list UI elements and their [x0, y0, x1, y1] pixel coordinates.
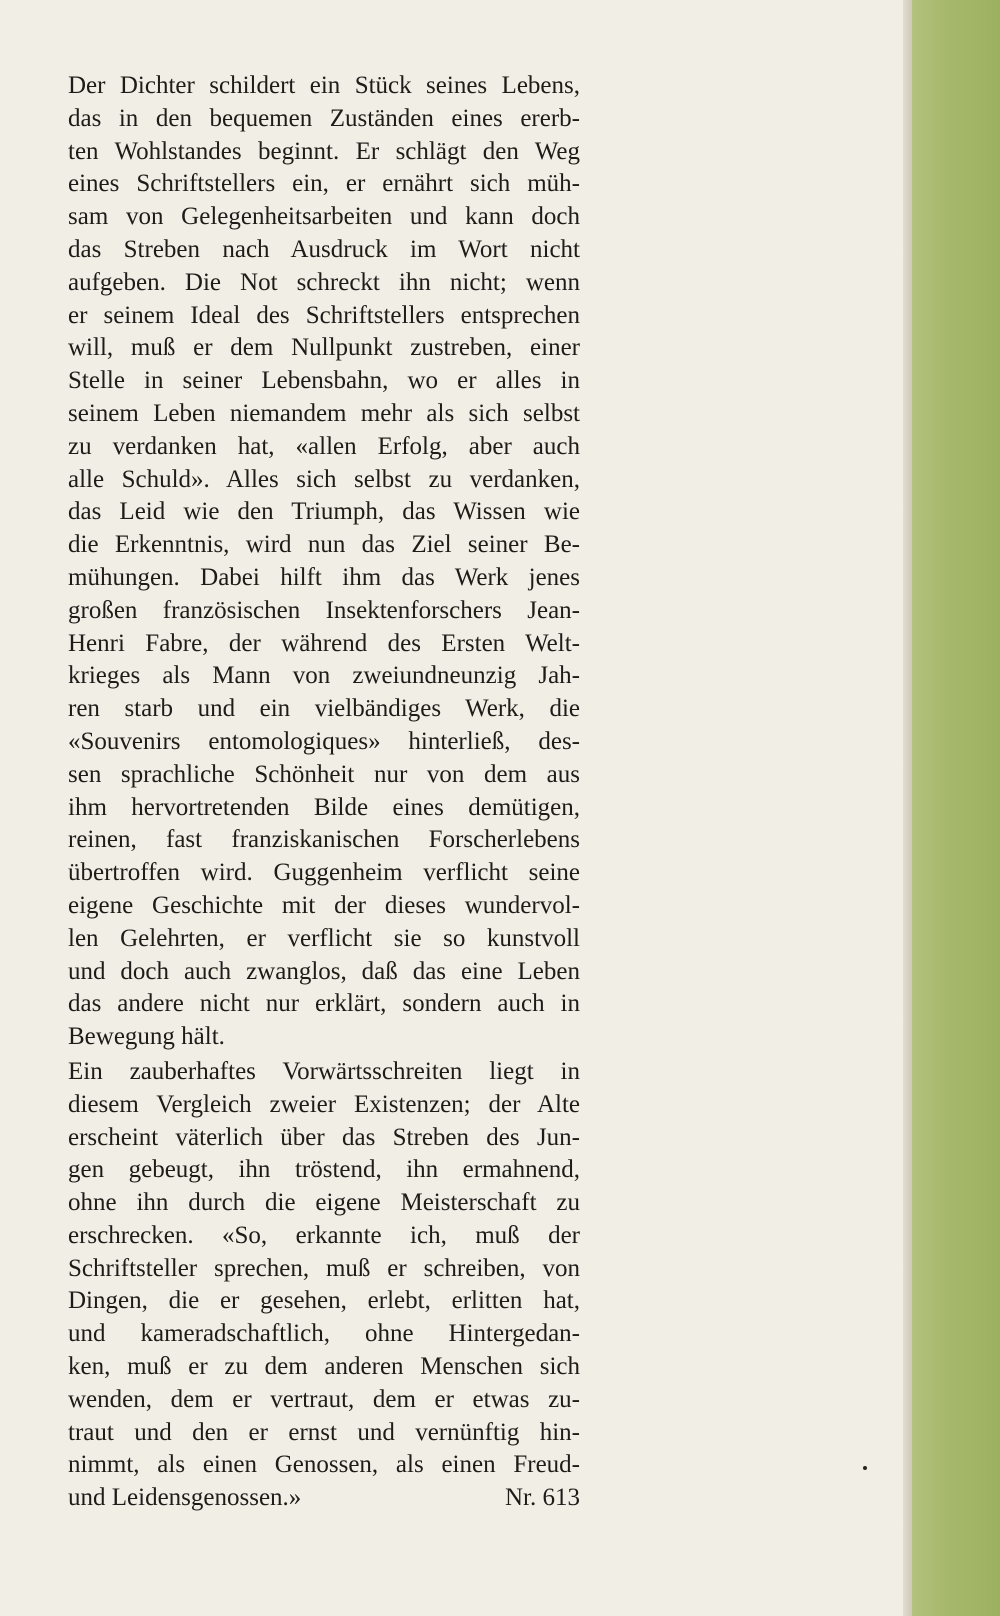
text-line: will, muß er dem Nullpunkt zustreben, einer: [68, 334, 580, 362]
text-line: Dingen, die er gesehen, erlebt, erlitten hat,: [68, 1287, 580, 1315]
text-line: Stelle in seiner Lebensbahn, wo er alles in: [68, 367, 580, 395]
text-line: das in den bequemen Zuständen eines ererb-: [68, 104, 580, 132]
text-line: diesem Vergleich zweier Existenzen; der Alte: [68, 1090, 580, 1118]
text-line: zu verdanken hat, «allen Erfolg, aber auch: [68, 432, 580, 460]
text-line: sen sprachliche Schönheit nur von dem aus: [68, 760, 580, 788]
paragraph: [68, 70, 580, 1054]
text-line: großen französischen Insektenforschers Jean-: [68, 596, 580, 624]
text-line: wenden, dem er vertraut, dem er etwas zu-: [68, 1385, 580, 1413]
closing-text: und Leidensgenossen.»: [68, 1484, 302, 1512]
text-line: ihm hervortretenden Bilde eines demütigen,: [68, 793, 580, 821]
text-line: Bewegung hält.: [68, 1023, 225, 1051]
text-line: mühungen. Dabei hilft ihm das Werk jenes: [68, 563, 580, 591]
text-line: das andere nicht nur erklärt, sondern auch in: [68, 990, 580, 1018]
text-line: nimmt, als einen Genossen, als einen Freud-: [68, 1451, 580, 1479]
cover-edge: [903, 0, 912, 1616]
text-line: erschrecken. «So, erkannte ich, muß der: [68, 1221, 580, 1249]
text-line: Der Dichter schildert ein Stück seines Lebens,: [68, 72, 580, 99]
text-line: erscheint väterlich über das Streben des Jun-: [68, 1123, 580, 1151]
text-line: aufgeben. Die Not schreckt ihn nicht; wenn: [68, 268, 580, 296]
text-line: alle Schuld». Alles sich selbst zu verdanken,: [68, 465, 580, 493]
text-line: das Streben nach Ausdruck im Wort nicht: [68, 235, 580, 263]
text-line: er seinem Ideal des Schriftstellers entsprechen: [68, 301, 580, 329]
text-line: übertroffen wird. Guggenheim verflicht seine: [68, 859, 580, 887]
text-line: das Leid wie den Triumph, das Wissen wie: [68, 498, 580, 526]
text-line: eigene Geschichte mit der dieses wundervol-: [68, 891, 580, 919]
text-line: krieges als Mann von zweiundneunzig Jah-: [68, 662, 580, 690]
text-line: Schriftsteller sprechen, muß er schreiben, von: [68, 1254, 580, 1282]
catalog-number: Nr. 613: [505, 1484, 580, 1512]
text-line: seinem Leben niemandem mehr als sich selbst: [68, 399, 580, 427]
text-line: Ein zauberhaftes Vorwärtsschreiten liegt in: [68, 1057, 580, 1085]
text-line: Henri Fabre, der während des Ersten Welt-: [68, 629, 580, 657]
text-line: traut und den er ernst und vernünftig hin-: [68, 1418, 580, 1446]
text-line: reinen, fast franziskanischen Forscherlebens: [68, 826, 580, 854]
print-speck: [863, 1466, 867, 1470]
text-line: len Gelehrten, er verflicht sie so kunstvoll: [68, 924, 580, 952]
text-line: ren starb und ein vielbändiges Werk, die: [68, 695, 580, 723]
text-line: und kameradschaftlich, ohne Hintergedan-: [68, 1320, 580, 1348]
green-spine-strip: [912, 0, 1000, 1616]
text-line: und doch auch zwanglos, daß das eine Leben: [68, 957, 580, 985]
text-line: die Erkenntnis, wird nun das Ziel seiner Be-: [68, 531, 580, 559]
blurb-text: [68, 70, 580, 1515]
text-line: «Souvenirs entomologiques» hinterließ, des-: [68, 727, 580, 755]
text-line: eines Schriftstellers ein, er ernährt sich müh-: [68, 170, 580, 198]
text-line: ten Wohlstandes beginnt. Er schlägt den Weg: [68, 137, 580, 165]
text-line: sam von Gelegenheitsarbeiten und kann doch: [68, 203, 580, 231]
text-line: ken, muß er zu dem anderen Menschen sich: [68, 1353, 580, 1381]
text-line: ohne ihn durch die eigene Meisterschaft zu: [68, 1189, 580, 1217]
paragraph: [68, 1056, 580, 1482]
closing-line: [68, 1482, 580, 1515]
text-line: gen gebeugt, ihn tröstend, ihn ermahnend,: [68, 1156, 580, 1184]
